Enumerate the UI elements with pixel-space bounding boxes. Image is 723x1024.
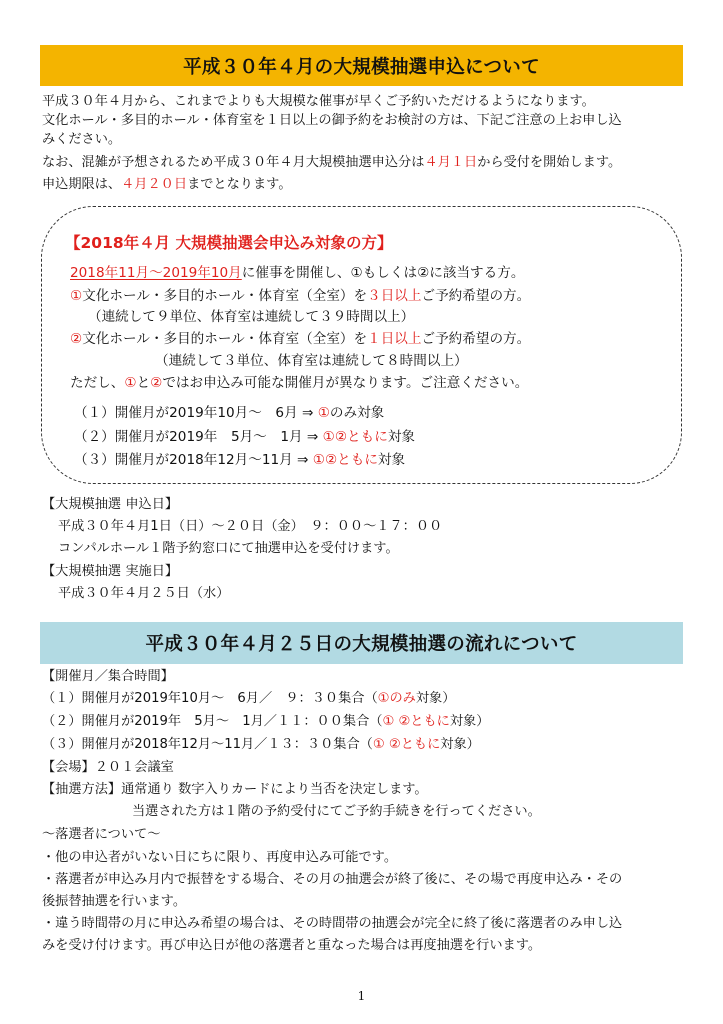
target-line-3: （連続して９単位、体育室は連続して３９時間以上） <box>88 309 415 325</box>
target-period: 2018年11月～2019年10月 <box>70 265 242 281</box>
venue-label: 【会場】 <box>42 760 95 775</box>
schedule-row-1 <box>42 690 455 708</box>
condition-1-marker: ① <box>70 288 83 304</box>
target-line-2-tail: ご予約希望の方。 <box>421 288 531 304</box>
intro-line-1: 平成３０年４月から、これまでよりも大規模な催事が早くご予約いただけるようになります。 <box>42 94 595 109</box>
condition-1-days: ３日以上 <box>367 288 422 304</box>
application-day-dates: 平成３０年４月1日（日）～２０日（金） ９：００～１７：００ <box>58 519 443 534</box>
target-line-1 <box>70 264 524 282</box>
target-line-4 <box>70 330 530 348</box>
schedule-row-1-tail: 対象） <box>415 691 456 706</box>
lottery-day-heading: 【大規模抽選 実施日】 <box>42 564 179 579</box>
note-marker-1: ① <box>124 375 137 391</box>
target-line-2 <box>70 287 530 305</box>
schedule-row-1-text: （１）開催月が2019年10月～ 6月／ ９：３０集合（ <box>42 691 378 706</box>
intro-start-date: ４月１日 <box>424 155 478 170</box>
note-marker-2: ② <box>150 375 163 391</box>
schedule-row-2 <box>42 713 489 731</box>
method-label: 【抽選方法】 <box>42 782 122 797</box>
losers-bullet-1: ・他の申込者がいない日にちに限り、再度申込み可能です。 <box>42 850 398 865</box>
target-line-5: （連続して３単位、体育室は連続して８時間以上） <box>155 353 468 369</box>
months-heading: 【開催月／集合時間】 <box>42 669 174 684</box>
page-number: 1 <box>357 989 366 1003</box>
target-line-6-mid: と <box>136 375 151 391</box>
intro-line-5-text: 申込期限は、 <box>42 177 122 192</box>
venue-value: ２０１会議室 <box>94 760 174 775</box>
target-row-2-text: （２）開催月が2019年 5月～ 1月 ⇒ <box>74 429 323 445</box>
section-2-title-banner <box>40 622 683 664</box>
intro-deadline-date: ４月２０日 <box>121 177 188 192</box>
target-line-6-text: ただし、 <box>70 375 125 391</box>
condition-2-marker: ② <box>70 331 83 347</box>
method-text-1: 通常通り 数字入りカードにより当否を決定します。 <box>121 782 428 797</box>
target-row-3 <box>74 451 405 469</box>
schedule-row-3-condition: ① ②ともに <box>372 737 441 752</box>
schedule-row-3-tail: 対象） <box>440 737 480 752</box>
section-2-title: 平成３０年４月２５日の大規模抽選の流れについて <box>145 634 578 655</box>
intro-line-4-text: なお、混雑が予想されるため平成３０年４月大規模抽選申込分は <box>42 155 425 170</box>
schedule-row-3-text: （３）開催月が2018年12月～11月／１３：３０集合（ <box>42 737 373 752</box>
target-box-title: 【2018年４月 大規模抽選会申込み対象の方】 <box>65 234 393 252</box>
losers-bullet-3a: ・違う時間帯の月に申込み希望の場合は、その時間帯の抽選会が完全に終了後に落選者のみ申し込 <box>42 916 623 931</box>
target-row-1-text: （１）開催月が2019年10月～ 6月 ⇒ <box>74 405 318 421</box>
method-line-2: 当選された方は１階の予約受付にてご予約手続きを行ってください。 <box>132 804 541 819</box>
target-line-1-text: に催事を開催し、①もしくは②に該当する方。 <box>241 265 525 281</box>
target-row-1-tail: のみ対象 <box>329 405 385 421</box>
application-day-heading: 【大規模抽選 申込日】 <box>42 497 179 512</box>
target-row-3-condition: ①②ともに <box>312 452 378 468</box>
intro-line-4-tail: から受付を開始します。 <box>477 155 622 170</box>
schedule-row-2-tail: 対象） <box>449 714 490 729</box>
losers-heading: ～落選者について～ <box>42 827 161 842</box>
page-title: 平成３０年４月の大規模抽選申込について <box>183 56 540 78</box>
schedule-row-2-condition: ① ②ともに <box>382 714 450 729</box>
losers-bullet-3b: みを受け付けます。再び申込日が他の落選者と重なった場合は再度抽選を行います。 <box>42 938 542 953</box>
target-line-2-text: 文化ホール・多目的ホール・体育室（全室）を <box>82 288 368 304</box>
method-line-1 <box>42 781 428 799</box>
section-title-banner <box>40 45 683 86</box>
intro-line-3: みください。 <box>42 132 122 147</box>
lottery-day-date: 平成３０年４月２５日（水） <box>58 586 230 601</box>
target-line-6-tail: ではお申込み可能な開催月が異なります。ご注意ください。 <box>162 375 529 391</box>
schedule-row-3 <box>42 736 480 754</box>
intro-line-4 <box>42 154 621 172</box>
losers-bullet-2a: ・落選者が申込み月内で振替をする場合、その月の抽選会が終了後に、その場で再度申込み・その <box>42 872 623 887</box>
target-row-3-text: （３）開催月が2018年12月～11月 ⇒ <box>74 452 313 468</box>
target-row-2 <box>74 428 415 446</box>
condition-2-days: １日以上 <box>367 331 422 347</box>
intro-line-5 <box>42 176 292 194</box>
schedule-row-1-condition: ①のみ <box>377 691 416 706</box>
schedule-row-2-text: （２）開催月が2019年 5月～ 1月／１１：００集合（ <box>42 714 383 729</box>
target-row-2-tail: 対象 <box>387 429 415 445</box>
target-line-4-text: 文化ホール・多目的ホール・体育室（全室）を <box>82 331 368 347</box>
intro-line-2: 文化ホール・多目的ホール・体育室を１日以上の御予約をお検討の方は、下記ご注意の上お申し込 <box>42 113 622 128</box>
application-day-location: コンパルホール１階予約窓口にて抽選申込を受付けます。 <box>58 541 399 556</box>
target-line-4-tail: ご予約希望の方。 <box>421 331 531 347</box>
losers-bullet-2b: 後振替抽選を行います。 <box>42 894 187 909</box>
target-row-1 <box>74 404 384 422</box>
venue-line <box>42 759 174 777</box>
target-row-3-tail: 対象 <box>377 452 406 468</box>
intro-line-5-tail: までとなります。 <box>187 177 292 192</box>
target-line-6 <box>70 374 528 392</box>
target-row-2-condition: ①②ともに <box>322 429 388 445</box>
target-row-1-condition: ① <box>317 405 330 421</box>
